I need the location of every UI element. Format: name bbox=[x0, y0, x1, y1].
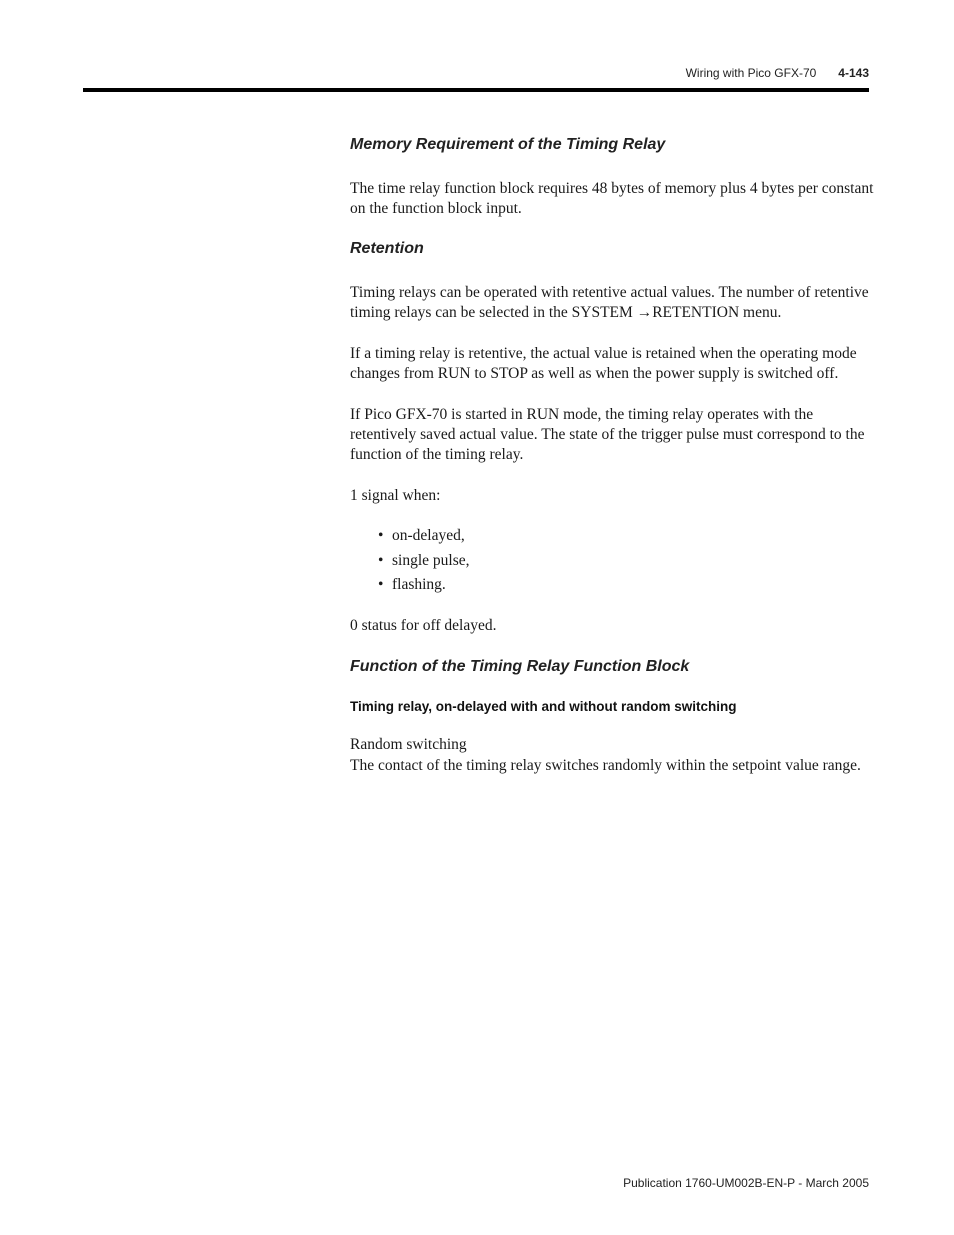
page-header bbox=[686, 66, 869, 80]
para-retention-1-text-a: Timing relays can be operated with retentive actual values. The number of retentive timing relays can be selected in the SYSTEM bbox=[350, 284, 869, 321]
random-switching-text: The contact of the timing relay switches randomly within the setpoint value range. bbox=[350, 756, 861, 774]
list-item-text: flashing. bbox=[392, 576, 446, 593]
list-item-text: on-delayed, bbox=[392, 527, 465, 544]
page-footer: Publication 1760-UM002B-EN-P - March 2005 bbox=[623, 1176, 869, 1190]
signal-intro: 1 signal when: bbox=[350, 487, 441, 504]
list-item-text: single pulse, bbox=[392, 551, 470, 569]
header-rule bbox=[83, 88, 869, 92]
random-switching-label: Random switching bbox=[350, 735, 467, 753]
list-item bbox=[378, 524, 875, 549]
arrow-symbol: → bbox=[636, 304, 653, 321]
status-off-delayed: 0 status for off delayed. bbox=[350, 616, 497, 634]
para-memory: The time relay function block requires 48 bytes of memory plus 4 bytes per constant on the function block input. bbox=[350, 180, 874, 217]
heading-memory-requirement: Memory Requirement of the Timing Relay bbox=[350, 136, 666, 153]
list-item bbox=[378, 573, 875, 598]
main-content bbox=[350, 133, 875, 776]
para-retention-1 bbox=[350, 283, 875, 323]
para-retention-2: If a timing relay is retentive, the actual value is retained when the operating mode changes from RUN to STOP as well as when the power supply is switched off. bbox=[350, 345, 857, 382]
chapter-title: Wiring with Pico GFX-70 bbox=[685, 66, 817, 80]
heading-function-block: Function of the Timing Relay Function Block bbox=[350, 657, 690, 675]
bullet-icon: • bbox=[378, 576, 384, 593]
para-retention-3: If Pico GFX-70 is started in RUN mode, the timing relay operates with the retentively saved actual value. The state of the trigger pulse must correspond to the function of the timing relay. bbox=[350, 406, 865, 463]
list-item bbox=[378, 549, 875, 574]
subheading-on-delayed: Timing relay, on-delayed with and without random switching bbox=[350, 698, 737, 714]
page-number: 4-143 bbox=[838, 66, 869, 80]
para-retention-1-text-b: RETENTION menu. bbox=[652, 304, 782, 321]
bullet-icon: • bbox=[378, 551, 384, 569]
heading-retention: Retention bbox=[350, 240, 424, 257]
bullet-icon: • bbox=[378, 527, 384, 544]
signal-list bbox=[350, 524, 875, 598]
